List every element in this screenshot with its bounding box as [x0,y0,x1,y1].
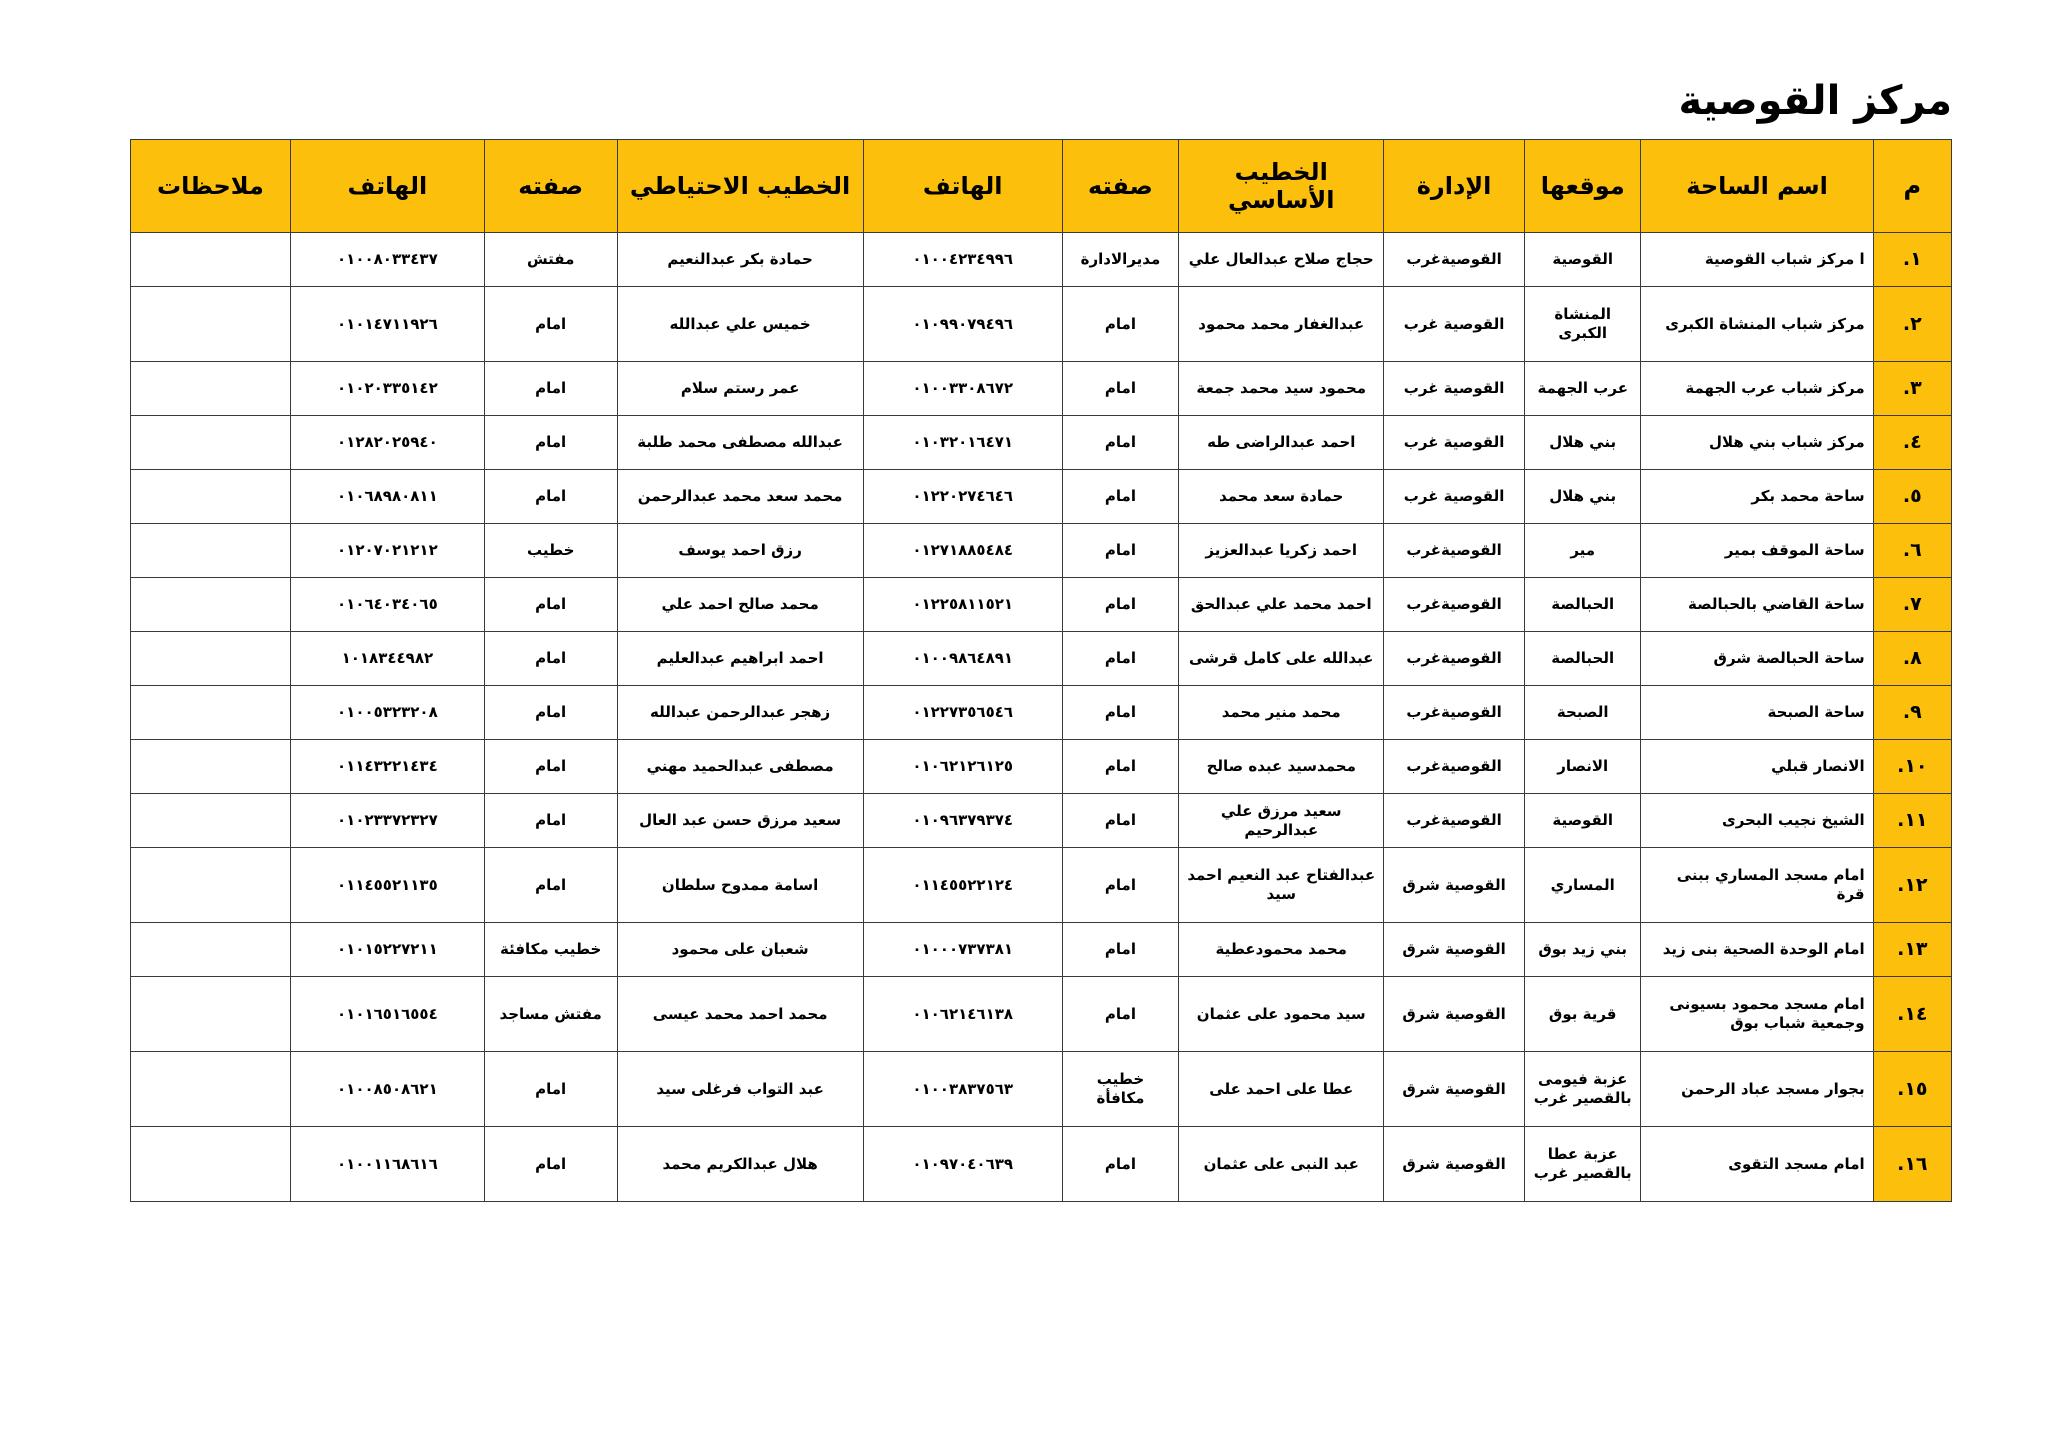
table-row [131,233,1952,287]
cell-row-number: ١. [1873,233,1951,287]
cell-backup-preacher: محمد صالح احمد علي [617,578,863,632]
cell-place-name: ا مركز شباب القوصية [1641,233,1873,287]
cell-backup-role: خطيب [484,524,617,578]
header-backup-phone: الهاتف [290,140,484,233]
cell-location: الحبالصة [1524,632,1641,686]
cell-backup-phone: ٠١٠١٦٥١٦٥٥٤ [290,977,484,1052]
cell-main-phone: ٠١٠٦٢١٢٦١٢٥ [863,740,1062,794]
cell-backup-preacher: اسامة ممدوح سلطان [617,848,863,923]
cell-administration: القوصيةغرب [1384,632,1525,686]
cell-main-phone: ٠١٢٧١٨٨٥٤٨٤ [863,524,1062,578]
cell-location: مير [1524,524,1641,578]
table-body [131,233,1952,1202]
cell-location: الحبالصة [1524,578,1641,632]
cell-place-name: مركز شباب بني هلال [1641,416,1873,470]
table-row [131,524,1952,578]
cell-main-phone: ٠١٠٦٢١٤٦١٣٨ [863,977,1062,1052]
cell-main-preacher: احمد محمد علي عبدالحق [1179,578,1384,632]
cell-row-number: ١٠. [1873,740,1951,794]
cell-main-role: امام [1062,632,1179,686]
header-backup-role: صفته [484,140,617,233]
cell-backup-phone: ٠١١٤٣٢٢١٤٣٤ [290,740,484,794]
cell-main-role: امام [1062,686,1179,740]
table-row [131,578,1952,632]
cell-backup-role: امام [484,416,617,470]
cell-location: بني زيد بوق [1524,923,1641,977]
cell-backup-preacher: سعيد مرزق حسن عبد العال [617,794,863,848]
cell-location: عرب الجهمة [1524,362,1641,416]
cell-backup-role: امام [484,362,617,416]
cell-backup-phone: ٠١٠٠٨٥٠٨٦٢١ [290,1052,484,1127]
cell-backup-phone: ٠١١٤٥٥٢١١٣٥ [290,848,484,923]
cell-backup-phone: ٠١٠٠٨٠٣٣٤٣٧ [290,233,484,287]
header-main-role: صفته [1062,140,1179,233]
cell-backup-role: امام [484,686,617,740]
cell-notes [131,794,291,848]
cell-row-number: ٤. [1873,416,1951,470]
cell-place-name: الشيخ نجيب البحرى [1641,794,1873,848]
cell-backup-preacher: محمد احمد محمد عيسى [617,977,863,1052]
cell-administration: القوصية شرق [1384,1127,1525,1202]
cell-main-role: امام [1062,287,1179,362]
preachers-table [130,139,1952,1202]
header-row [131,140,1952,233]
cell-administration: القوصية شرق [1384,977,1525,1052]
cell-row-number: ٨. [1873,632,1951,686]
cell-main-phone: ٠١٢٢٧٣٥٦٥٤٦ [863,686,1062,740]
cell-place-name: امام مسجد المساري ببنى قرة [1641,848,1873,923]
cell-backup-role: امام [484,1127,617,1202]
cell-main-preacher: سيد محمود على عثمان [1179,977,1384,1052]
cell-place-name: ساحة الصبحة [1641,686,1873,740]
table-row [131,632,1952,686]
cell-backup-phone: ٠١٠١٤٧١١٩٢٦ [290,287,484,362]
cell-main-preacher: احمد زكريا عبدالعزيز [1179,524,1384,578]
cell-main-preacher: محمدسيد عبده صالح [1179,740,1384,794]
cell-location: المنشاة الكبرى [1524,287,1641,362]
cell-notes [131,686,291,740]
table-row [131,1127,1952,1202]
cell-main-role: امام [1062,524,1179,578]
cell-notes [131,233,291,287]
cell-main-phone: ٠١٠٩٩٠٧٩٤٩٦ [863,287,1062,362]
cell-administration: القوصيةغرب [1384,233,1525,287]
cell-backup-preacher: عبد التواب فرغلى سيد [617,1052,863,1127]
cell-backup-preacher: خميس علي عبدالله [617,287,863,362]
cell-main-role: امام [1062,416,1179,470]
cell-backup-preacher: رزق احمد يوسف [617,524,863,578]
cell-administration: القوصيةغرب [1384,686,1525,740]
cell-place-name: مركز شباب المنشاة الكبرى [1641,287,1873,362]
cell-backup-role: امام [484,287,617,362]
cell-notes [131,470,291,524]
cell-place-name: ساحة الحبالصة شرق [1641,632,1873,686]
cell-main-phone: ٠١١٤٥٥٢٢١٢٤ [863,848,1062,923]
table-row [131,740,1952,794]
cell-notes [131,848,291,923]
cell-notes [131,1127,291,1202]
cell-main-role: امام [1062,923,1179,977]
cell-place-name: امام مسجد التقوى [1641,1127,1873,1202]
cell-location: بني هلال [1524,470,1641,524]
cell-place-name: ساحة محمد بكر [1641,470,1873,524]
cell-main-phone: ٠١٠٣٢٠١٦٤٧١ [863,416,1062,470]
header-num: م [1873,140,1951,233]
cell-administration: القوصيةغرب [1384,794,1525,848]
cell-backup-role: امام [484,470,617,524]
cell-row-number: ٢. [1873,287,1951,362]
cell-backup-phone: ٠١٢٨٢٠٢٥٩٤٠ [290,416,484,470]
cell-row-number: ١٢. [1873,848,1951,923]
cell-main-preacher: محمود سيد محمد جمعة [1179,362,1384,416]
cell-main-preacher: سعيد مرزق علي عبدالرحيم [1179,794,1384,848]
page-title: مركز القوصية [1678,78,1952,124]
cell-administration: القوصيةغرب [1384,578,1525,632]
cell-backup-role: امام [484,848,617,923]
cell-main-preacher: عبد النبى على عثمان [1179,1127,1384,1202]
table-row [131,923,1952,977]
cell-row-number: ٧. [1873,578,1951,632]
cell-main-role: امام [1062,794,1179,848]
cell-notes [131,977,291,1052]
cell-row-number: ٣. [1873,362,1951,416]
header-main-preacher: الخطيب الأساسي [1179,140,1384,233]
cell-backup-role: امام [484,632,617,686]
cell-main-role: امام [1062,470,1179,524]
cell-location: القوصية [1524,794,1641,848]
cell-main-phone: ٠١٠٩٦٣٧٩٣٧٤ [863,794,1062,848]
cell-row-number: ١٦. [1873,1127,1951,1202]
cell-main-preacher: محمد محمودعطية [1179,923,1384,977]
cell-place-name: مركز شباب عرب الجهمة [1641,362,1873,416]
cell-place-name: الانصار قبلي [1641,740,1873,794]
cell-main-preacher: عبدالغفار محمد محمود [1179,287,1384,362]
cell-location: الانصار [1524,740,1641,794]
cell-row-number: ١٥. [1873,1052,1951,1127]
cell-backup-role: امام [484,740,617,794]
cell-backup-preacher: احمد ابراهيم عبدالعليم [617,632,863,686]
cell-backup-phone: ٠١٠٦٨٩٨٠٨١١ [290,470,484,524]
header-location: موقعها [1524,140,1641,233]
cell-backup-role: مفتش [484,233,617,287]
table-row [131,848,1952,923]
cell-administration: القوصية شرق [1384,848,1525,923]
cell-main-role: امام [1062,740,1179,794]
cell-row-number: ١١. [1873,794,1951,848]
cell-place-name: امام الوحدة الصحية بنى زيد [1641,923,1873,977]
table-row [131,287,1952,362]
cell-notes [131,1052,291,1127]
cell-administration: القوصية غرب [1384,362,1525,416]
cell-backup-phone: ٠١٠٠٥٣٢٣٢٠٨ [290,686,484,740]
cell-main-phone: ٠١٠٠٣٨٣٧٥٦٣ [863,1052,1062,1127]
cell-main-preacher: عطا على احمد على [1179,1052,1384,1127]
cell-place-name: ساحة القاضي بالحبالصة [1641,578,1873,632]
cell-place-name: امام مسجد محمود بسيونى وجمعية شباب بوق [1641,977,1873,1052]
cell-location: قرية بوق [1524,977,1641,1052]
cell-administration: القوصية شرق [1384,1052,1525,1127]
cell-notes [131,740,291,794]
cell-backup-preacher: مصطفى عبدالحميد مهني [617,740,863,794]
cell-row-number: ١٤. [1873,977,1951,1052]
header-notes: ملاحظات [131,140,291,233]
cell-location: بني هلال [1524,416,1641,470]
cell-notes [131,923,291,977]
table-row [131,416,1952,470]
cell-main-preacher: عبدالله على كامل قرشى [1179,632,1384,686]
cell-notes [131,524,291,578]
cell-administration: القوصية غرب [1384,287,1525,362]
cell-backup-role: خطيب مكافئة [484,923,617,977]
cell-main-role: امام [1062,578,1179,632]
cell-main-preacher: حمادة سعد محمد [1179,470,1384,524]
header-backup-preacher: الخطيب الاحتياطي [617,140,863,233]
cell-place-name: ساحة الموقف بمير [1641,524,1873,578]
cell-main-phone: ٠١٠٩٧٠٤٠٦٣٩ [863,1127,1062,1202]
table-row [131,362,1952,416]
cell-location: المساري [1524,848,1641,923]
cell-notes [131,287,291,362]
cell-main-preacher: عبدالفتاح عبد النعيم احمد سيد [1179,848,1384,923]
cell-row-number: ٥. [1873,470,1951,524]
cell-main-role: امام [1062,977,1179,1052]
cell-row-number: ٩. [1873,686,1951,740]
cell-backup-phone: ٠١٠١٥٢٢٧٢١١ [290,923,484,977]
cell-location: عزبة فيومى بالقصير غرب [1524,1052,1641,1127]
cell-backup-phone: ٠١٠٠١١٦٨٦١٦ [290,1127,484,1202]
cell-backup-preacher: عبدالله مصطفى محمد طلبة [617,416,863,470]
cell-main-phone: ٠١٠٠٩٨٦٤٨٩١ [863,632,1062,686]
cell-main-phone: ٠١٠٠٣٣٠٨٦٧٢ [863,362,1062,416]
header-place: اسم الساحة [1641,140,1873,233]
cell-administration: القوصيةغرب [1384,740,1525,794]
cell-notes [131,362,291,416]
cell-backup-phone: ٠١٠٢٣٣٧٢٣٢٧ [290,794,484,848]
cell-notes [131,578,291,632]
cell-main-role: مديرالادارة [1062,233,1179,287]
cell-main-role: امام [1062,848,1179,923]
cell-row-number: ١٣. [1873,923,1951,977]
cell-notes [131,416,291,470]
cell-main-phone: ٠١٢٢٥٨١١٥٢١ [863,578,1062,632]
cell-administration: القوصية غرب [1384,416,1525,470]
table-row [131,977,1952,1052]
cell-row-number: ٦. [1873,524,1951,578]
cell-administration: القوصية غرب [1384,470,1525,524]
cell-backup-preacher: محمد سعد محمد عبدالرحمن [617,470,863,524]
cell-backup-preacher: هلال عبدالكريم محمد [617,1127,863,1202]
cell-backup-preacher: عمر رستم سلام [617,362,863,416]
cell-backup-phone: ٠١٠٢٠٣٣٥١٤٢ [290,362,484,416]
cell-main-role: امام [1062,1127,1179,1202]
cell-main-phone: ٠١٠٠٠٧٣٧٣٨١ [863,923,1062,977]
table-row [131,686,1952,740]
cell-main-role: خطيب مكافأة [1062,1052,1179,1127]
table-row [131,1052,1952,1127]
cell-backup-role: امام [484,578,617,632]
cell-backup-role: مفتش مساجد [484,977,617,1052]
cell-administration: القوصية شرق [1384,923,1525,977]
header-admin: الإدارة [1384,140,1525,233]
cell-main-phone: ٠١٠٠٤٢٣٤٩٩٦ [863,233,1062,287]
header-main-phone: الهاتف [863,140,1062,233]
cell-main-preacher: حجاج صلاح عبدالعال علي [1179,233,1384,287]
cell-place-name: بجوار مسجد عباد الرحمن [1641,1052,1873,1127]
cell-notes [131,632,291,686]
cell-administration: القوصيةغرب [1384,524,1525,578]
cell-backup-role: امام [484,1052,617,1127]
cell-location: عزبة عطا بالقصير غرب [1524,1127,1641,1202]
cell-backup-phone: ٠١٠٦٤٠٣٤٠٦٥ [290,578,484,632]
cell-main-preacher: احمد عبدالراضى طه [1179,416,1384,470]
cell-backup-preacher: شعبان على محمود [617,923,863,977]
cell-backup-phone: ١٠١٨٣٤٤٩٨٢ [290,632,484,686]
cell-main-preacher: محمد منير محمد [1179,686,1384,740]
cell-backup-role: امام [484,794,617,848]
cell-main-phone: ٠١٢٢٠٢٧٤٦٤٦ [863,470,1062,524]
cell-backup-preacher: زهجر عبدالرحمن عبدالله [617,686,863,740]
cell-location: القوصية [1524,233,1641,287]
cell-backup-preacher: حمادة بكر عبدالنعيم [617,233,863,287]
table-row [131,794,1952,848]
cell-backup-phone: ٠١٢٠٧٠٢١٢١٢ [290,524,484,578]
cell-location: الصبحة [1524,686,1641,740]
cell-main-role: امام [1062,362,1179,416]
table-row [131,470,1952,524]
